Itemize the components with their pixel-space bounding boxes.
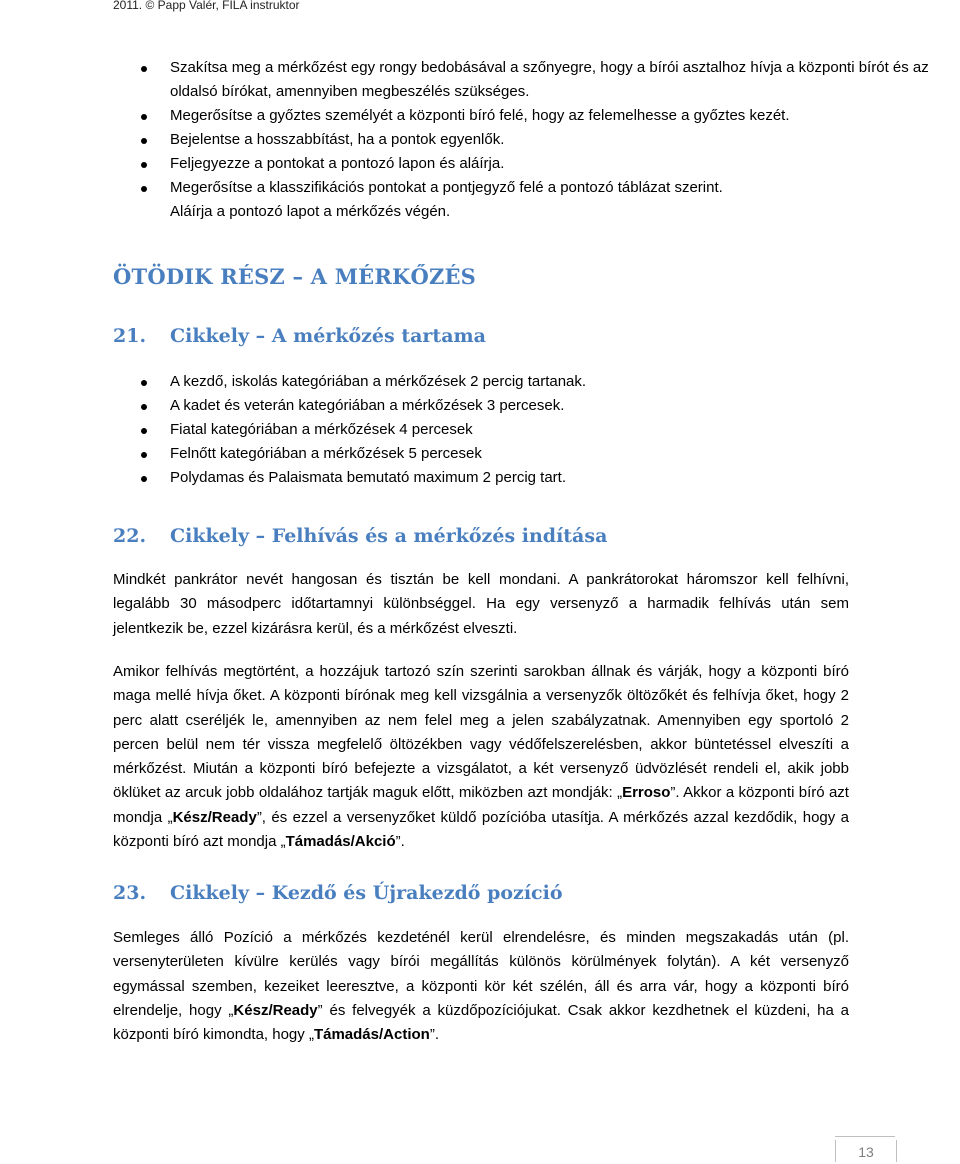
list-item: Polydamas és Palaismata bemutató maximum 2 percig tart. <box>114 466 586 490</box>
bullet-icon <box>141 428 147 434</box>
bullet-icon <box>141 404 147 410</box>
list-item: Bejelentse a hosszabbítást, ha a pontok egyenlők. <box>114 128 960 152</box>
list-item: Megerősítse a klasszifikációs pontokat a pontjegyző felé a pontozó táblázat szerint. <box>114 176 960 200</box>
list-item: A kadet és veterán kategóriában a mérkőzések 3 percesek. <box>114 394 586 418</box>
list-item: Megerősítse a győztes személyét a központi bíró felé, hogy az felemelhesse a győztes kezét. <box>114 104 960 128</box>
paragraph: Mindkét pankrátor nevét hangosan és tisztán be kell mondani. A pankrátorokat háromszor kell felhívni, legalább 30 másodperc időtartamnyi különbséggel. Ha egy versenyző a harmadik felhívás után sem jelentkezik be, ezzel kizárásra kerül, és a mérkőzést elveszti. <box>113 571 849 637</box>
bullet-icon <box>141 162 147 168</box>
article-title: Cikkely – Felhívás és a mérkőzés indítása <box>170 525 608 547</box>
article-title: Cikkely – A mérkőzés tartama <box>170 325 486 347</box>
article-number: 23. <box>113 882 147 904</box>
part-heading: ÖTÖDIK RÉSZ – A MÉRKŐZÉS <box>113 264 477 289</box>
bullet-icon <box>141 452 147 458</box>
bullet-icon <box>141 186 147 192</box>
article-title: Cikkely – Kezdő és Újrakezdő pozíció <box>170 882 563 904</box>
bullet-icon <box>141 138 147 144</box>
page-header: 2011. © Papp Valér, FILA instruktor <box>113 0 300 12</box>
bullet-icon <box>141 114 147 120</box>
paragraph: Amikor felhívás megtörtént, a hozzájuk tartozó szín szerinti sarokban állnak és várják, hogy a központi bíró maga mellé hívja őket. A központi bírónak meg kell vizsgálnia a versenyzők öltözőkét és felhívja őket, hogy 2 perc alatt cseréljék le, amennyiben az nem felel meg a jelen szabályzatnak. Amennyiben egy sportoló 2 percen belül nem tér vissza megfelelő öltözékben vagy védőfelszerelésben, akkor büntetéssel elveszíti a mérkőzést. Miután a központi bíró befejezte a vizsgálatot, a két versenyző üdvözlését rendeli el, akik jobb öklüket az arcuk jobb oldalához tartják maguk előtt, miközben azt mondják: „Erroso”. Akkor a központi bíró azt mondja „Kész/Ready”, és ezzel a versenyzőket küldő pozícióba utasítja. A mérkőzés azzal kezdődik, hogy a központi bíró azt mondja „Támadás/Akció”. <box>113 663 849 851</box>
article-number: 21. <box>113 325 147 347</box>
article-23-heading <box>113 882 563 904</box>
list-item: Szakítsa meg a mérkőzést egy rongy bedobásával a szőnyegre, hogy a bírói asztalhoz hívja a központi bírót és az oldalsó bírókat, amennyiben megbeszélés szükséges. <box>114 56 960 104</box>
list-item: A kezdő, iskolás kategóriában a mérkőzések 2 percig tartanak. <box>114 370 586 394</box>
list-item: Feljegyezze a pontokat a pontozó lapon és aláírja. <box>114 152 960 176</box>
paragraph: Semleges álló Pozíció a mérkőzés kezdeténél kerül elrendelésre, és minden megszakadás után (pl. versenyterületen kívülre kerülés vagy bírói megállítás különös körülmények folytán). A két versenyző egymással szemben, kezeiket leeresztve, a központi kör két szélén, áll és arra vár, hogy a központi bíró elrendelje, hogy „Kész/Ready” és felvegyék a küzdőpozíciójukat. Csak akkor kezdhetnek el küzdeni, ha a központi bíró kimondta, hogy „Támadás/Action”. <box>113 929 849 1044</box>
list-item: Fiatal kategóriában a mérkőzések 4 percesek <box>114 418 586 442</box>
list-item: Felnőtt kategóriában a mérkőzések 5 percesek <box>114 442 586 466</box>
article-21-heading <box>113 325 486 347</box>
match-duration-list <box>114 370 586 490</box>
bullet-icon <box>141 476 147 482</box>
footer-divider <box>835 1136 895 1137</box>
bullet-icon <box>141 66 147 72</box>
page-number: 13 <box>835 1140 897 1162</box>
referee-duties-list <box>114 56 960 224</box>
bullet-icon <box>141 380 147 386</box>
article-22-heading <box>113 525 607 547</box>
article-number: 22. <box>113 525 147 547</box>
list-item: Aláírja a pontozó lapot a mérkőzés végén. <box>170 203 451 220</box>
